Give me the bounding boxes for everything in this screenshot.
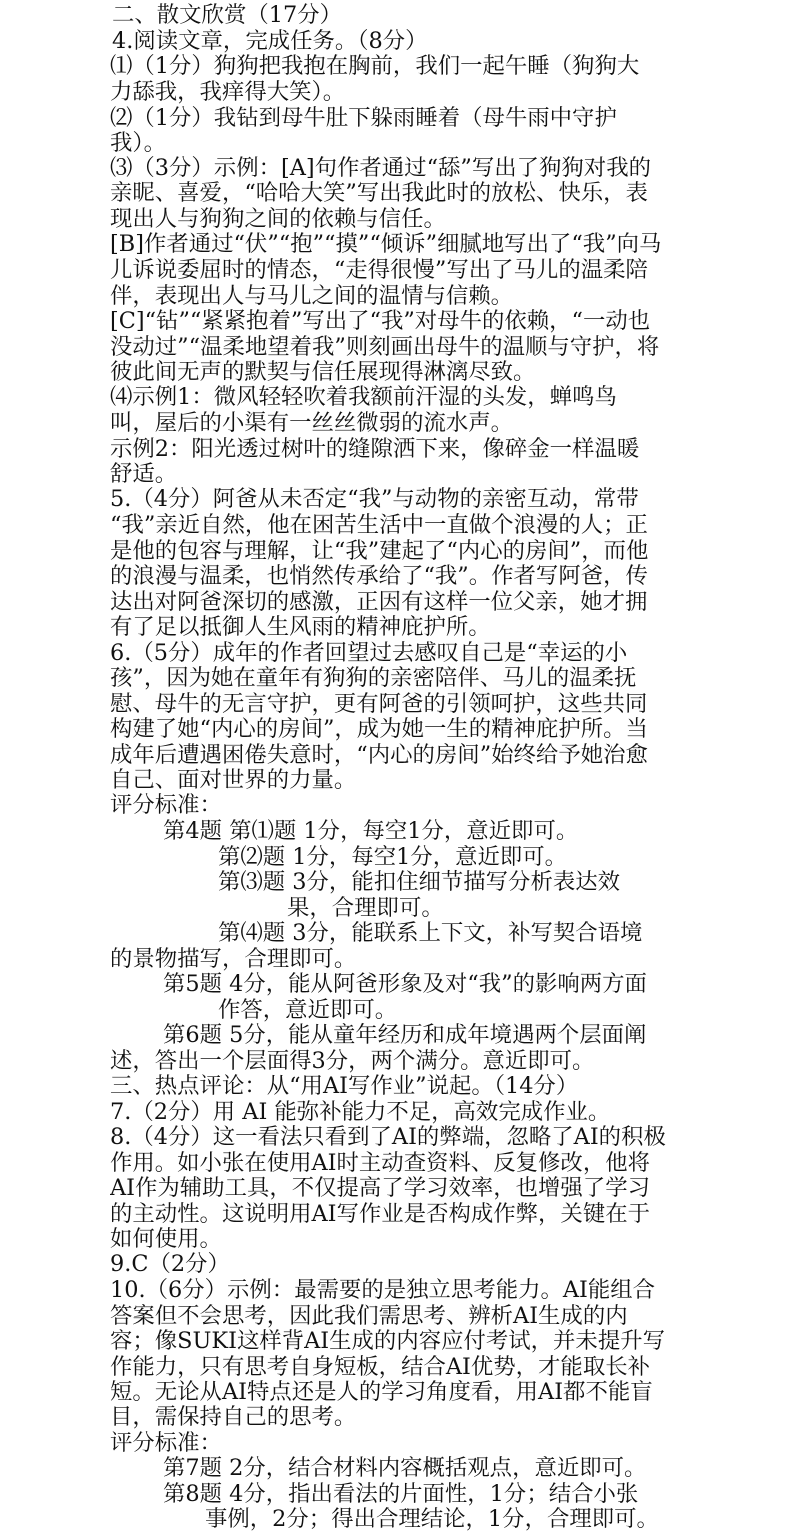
q4-sub3b-line-1: [B]作者通过“伏”“抱”“摸”“倾诉”细腻地写出了“我”向马 (110, 231, 662, 257)
q6-line-2: 孩”，因为她在童年有狗狗的亲密陪伴、马儿的温柔抚 (110, 665, 637, 691)
q5-line-6: 有了足以抵御人生风雨的精神庇护所。 (110, 614, 491, 640)
q4-sub1-line-2: 力舔我，我痒得大笑）。 (110, 79, 346, 105)
scoring-q8: 第8题 4分，指出看法的片面性，1分；结合小张 (163, 1481, 639, 1507)
q8-line-2: 作用。如小张在使用AI时主动查资料、反复修改，他将 (110, 1150, 650, 1176)
q4-sub3b-line-3: 伴，表现出人与马儿之间的温情与信赖。 (110, 283, 514, 309)
q4-sub3b-line-2: 儿诉说委屈时的情态，“走得很慢”写出了马儿的温柔陪 (110, 257, 648, 283)
q10-line-1: 10.（6分）示例：最需要的是独立思考能力。AI能组合 (110, 1277, 656, 1303)
section3-heading: 三、热点评论：从“用AI写作业”说起。（14分） (110, 1073, 579, 1099)
q8-line-4: 的主动性。这说明用AI写作业是否构成作弊，关键在于 (110, 1201, 650, 1227)
scoring-q5: 第5题 4分，能从阿爸形象及对“我”的影响两方面 (163, 971, 647, 997)
scoring-q6: 第6题 5分，能从童年经历和成年境遇两个层面阐 (163, 1022, 647, 1048)
q5-line-4: 的浪漫与温柔，也悄然传承给了“我”。作者写阿爸，传 (110, 563, 648, 589)
q8-line-3: AI作为辅助工具，不仅提高了学习效率，也增强了学习 (110, 1175, 650, 1201)
section2-heading: 二、散文欣赏（17分） (112, 2, 343, 28)
scoring-q8-cont: 事例，2分；得出合理结论，1分，合理即可。 (205, 1506, 659, 1532)
q4-sub3c-line-1: [C]“钻”“紧紧抱着”写出了“我”对母牛的依赖，“一动也 (110, 308, 651, 334)
q5-line-2: “我”亲近自然，他在困苦生活中一直做个浪漫的人；正 (110, 512, 648, 538)
scoring-q4-4: 第⑷题 3分，能联系上下文，补写契合语境 (218, 920, 643, 946)
scoring-q4-3-cont: 果，合理即可。 (287, 895, 444, 921)
q4-sub3-line-1: ⑶（3分）示例：[A]句作者通过“舔”写出了狗狗对我的 (110, 155, 651, 181)
q4-sub2-line-2: 我）。 (110, 130, 166, 156)
scoring-label-1: 评分标准： (110, 792, 222, 818)
q6-line-4: 构建了她“内心的房间”，成为她一生的精神庇护所。当 (110, 716, 648, 742)
q8-line-1: 8.（4分）这一看法只看到了AI的弊端，忽略了AI的积极 (110, 1124, 666, 1150)
q4-heading: 4.阅读文章，完成任务。（8分） (112, 28, 428, 54)
q5-line-3: 是他的包容与理解，让“我”建起了“内心的房间”，而他 (110, 538, 649, 564)
q4-sub3c-line-3: 彼此间无声的默契与信任展现得淋漓尽致。 (110, 359, 536, 385)
q4-sub4b-line-1: 示例2：阳光透过树叶的缝隙洒下来，像碎金一样温暖 (110, 436, 640, 462)
q10-line-6: 目，需保持自己的思考。 (110, 1404, 357, 1430)
q6-line-3: 慰、母牛的无言守护，更有阿爸的引领呵护，这些共同 (110, 691, 648, 717)
q4-sub4b-line-2: 舒适。 (110, 461, 178, 487)
q4-sub2-line-1: ⑵（1分）我钻到母牛肚下躲雨睡着（母牛雨中守护 (110, 105, 617, 131)
q5-line-1: 5.（4分）阿爸从未否定“我”与动物的亲密互动，常带 (110, 486, 639, 512)
q8-line-5: 如何使用。 (110, 1226, 222, 1252)
scoring-q6-cont: 述，答出一个层面得3分，两个满分。意近即可。 (110, 1048, 595, 1074)
scoring-q4-3: 第⑶题 3分，能扣住细节描写分析表达效 (218, 869, 621, 895)
q4-sub4-line-1: ⑷示例1：微风轻轻吹着我额前汗湿的头发，蝉鸣鸟 (110, 384, 617, 410)
q5-line-5: 达出对阿爸深切的感激，正因有这样一位父亲，她才拥 (110, 589, 648, 615)
q6-line-5: 成年后遭遇困倦失意时，“内心的房间”始终给予她治愈 (110, 742, 648, 768)
q10-line-5: 短。无论从AI特点还是人的学习角度看，用AI都不能盲 (110, 1379, 653, 1405)
q4-sub3c-line-2: 没动过”“温柔地望着我”则刻画出母牛的温顺与守护，将 (110, 334, 660, 360)
q4-sub3-line-3: 现出人与狗狗之间的依赖与信任。 (110, 206, 446, 232)
q10-line-2: 答案但不会思考，因此我们需思考、辨析AI生成的内 (110, 1303, 628, 1329)
q10-line-4: 作能力，只有思考自身短板，结合AI优势，才能取长补 (110, 1354, 650, 1380)
scoring-q5-cont: 作答，意近即可。 (218, 997, 398, 1023)
q6-line-1: 6.（5分）成年的作者回望过去感叹自己是“幸运的小 (110, 640, 628, 666)
q4-sub1-line-1: ⑴（1分）狗狗把我抱在胸前，我们一起午睡（狗狗大 (110, 53, 640, 79)
scoring-label-2: 评分标准： (110, 1430, 222, 1456)
q6-line-6: 自己、面对世界的力量。 (110, 767, 357, 793)
q7-answer: 7.（2分）用 AI 能弥补能力不足，高效完成作业。 (110, 1099, 611, 1125)
q10-line-3: 容；像SUKI这样背AI生成的内容应付考试，并未提升写 (110, 1328, 665, 1354)
scoring-q4-1: 第4题 第⑴题 1分，每空1分，意近即可。 (163, 818, 579, 844)
scoring-q7: 第7题 2分，结合材料内容概括观点，意近即可。 (163, 1455, 647, 1481)
q4-sub4-line-2: 叫，屋后的小渠有一丝丝微弱的流水声。 (110, 410, 514, 436)
q4-sub3-line-2: 亲昵、喜爱，“哈哈大笑”写出我此时的放松、快乐，表 (110, 180, 648, 206)
q9-answer: 9.C（2分） (110, 1251, 230, 1277)
scoring-q4-4-cont: 的景物描写，合理即可。 (110, 946, 357, 972)
scoring-q4-2: 第⑵题 1分，每空1分，意近即可。 (218, 844, 568, 870)
